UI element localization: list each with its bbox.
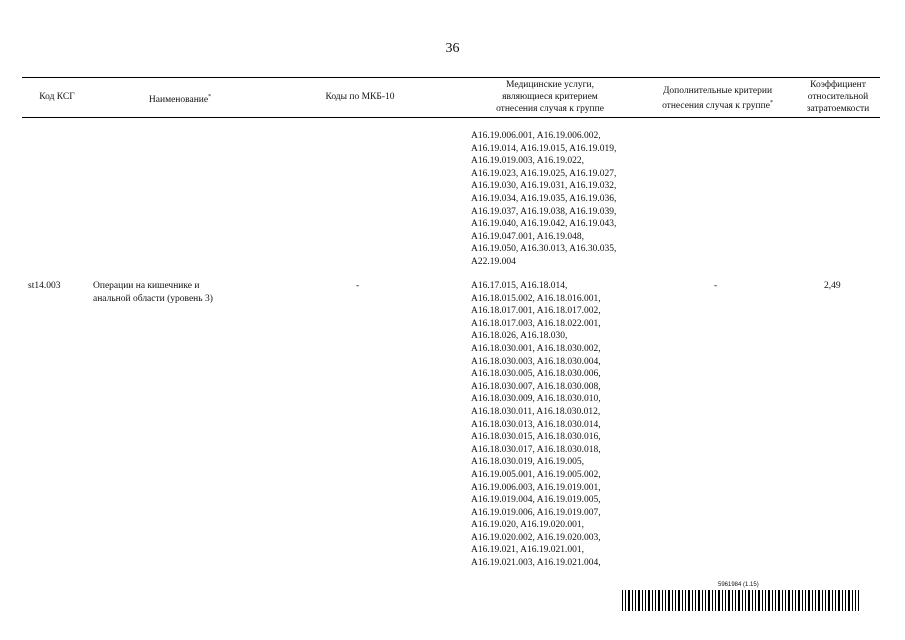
service-codes-line: A16.18.030.007, A16.18.030.008, [471, 381, 601, 392]
barcode-bar [725, 590, 726, 611]
barcode-bar [728, 590, 730, 611]
barcode-caption: 5961984 (1.15) [718, 582, 759, 588]
service-codes-line: A16.19.020, A16.19.020.001, [471, 520, 584, 531]
service-codes-line: A16.18.026, A16.18.030, [471, 331, 568, 342]
service-codes-line: A16.18.030.015, A16.18.030.016, [471, 432, 601, 443]
barcode-bar [635, 590, 636, 611]
barcode-bar [845, 590, 846, 611]
barcode-bar [712, 590, 713, 611]
service-codes-line: A16.18.017.003, A16.18.022.001, [471, 318, 601, 329]
service-codes-line: A16.19.050, A16.30.013, A16.30.035, [471, 244, 617, 255]
service-codes-line: A16.19.021.003, A16.19.021.004, [471, 558, 601, 569]
barcode-bar [795, 590, 796, 611]
barcode-bar [698, 590, 700, 611]
header-coef-line: относительной [807, 92, 869, 102]
header-name [100, 91, 260, 106]
barcode-bar [835, 590, 836, 611]
service-codes-line: A16.18.030.005, A16.18.030.006, [471, 369, 601, 380]
service-codes-line: A16.18.030.013, A16.18.030.014, [471, 419, 601, 430]
service-codes-line: A16.19.006.003, A16.19.019.001, [471, 482, 601, 493]
barcode-bar [672, 590, 673, 611]
barcode-bar [745, 590, 746, 611]
barcode-bar [825, 590, 826, 611]
service-codes-line: A16.19.006.001, A16.19.006.002, [471, 131, 601, 141]
service-codes-line: A16.18.015.002, A16.18.016.001, [471, 293, 601, 304]
barcode-bar [818, 590, 820, 611]
table-header-top-border [22, 77, 880, 78]
barcode-bar [652, 590, 653, 611]
header-extra-line: отнесения случая к группе [662, 101, 770, 112]
header-services-line: отнесения случая к группе [496, 104, 604, 114]
header-name-label: Наименование [148, 95, 209, 106]
barcode-bar [642, 590, 643, 611]
barcode-bar [735, 590, 736, 611]
barcode-bar [688, 590, 690, 611]
header-extra-mark: * [769, 100, 773, 106]
service-codes-line: A16.19.020.002, A16.19.020.003, [471, 532, 601, 543]
service-codes-line: A16.19.014, A16.19.015, A16.19.019, [471, 143, 617, 154]
barcode-bar [798, 590, 800, 611]
barcode-bar [858, 590, 859, 611]
barcode-bar [742, 590, 743, 611]
header-code [22, 91, 92, 103]
header-mkb-label: Коды по МКБ-10 [325, 92, 395, 102]
barcode-bar [732, 590, 733, 611]
service-codes-line: A16.19.034, A16.19.035, A16.19.036, [471, 193, 617, 204]
barcode-bar [668, 590, 670, 611]
barcode-bar [655, 590, 656, 611]
barcode-bar [722, 590, 723, 611]
header-services-line: Медицинские услуги, [506, 80, 594, 90]
service-codes-line: A16.19.019.003, A16.19.022, [471, 156, 584, 167]
row-name [93, 280, 213, 305]
header-coef-line: Коэффициент [810, 80, 866, 90]
service-codes-line: A16.19.047.001, A16.19.048, [471, 231, 584, 242]
service-codes-line: A16.18.030.003, A16.18.030.004, [471, 356, 601, 367]
header-code-label: Код КСГ [39, 92, 75, 102]
header-mkb [270, 91, 450, 103]
service-codes-line: A16.18.030.009, A16.18.030.010, [471, 394, 601, 405]
barcode-bar [738, 590, 740, 611]
header-services [460, 79, 640, 115]
service-codes-line: A16.18.030.017, A16.18.030.018, [471, 444, 601, 455]
barcode-bar [705, 590, 706, 611]
service-codes-line: A16.19.005.001, A16.19.005.002, [471, 469, 601, 480]
service-codes-line: A16.18.030.019, A16.19.005, [471, 457, 584, 468]
header-extra [645, 85, 790, 112]
barcode-bar [848, 590, 850, 611]
service-codes-line: A16.19.019.004, A16.19.019.005, [471, 495, 601, 506]
barcode-bar [708, 590, 710, 611]
service-codes-line: A16.17.015, A16.18.014, [471, 281, 568, 291]
barcode-bar [762, 590, 763, 611]
barcode-bar [768, 590, 770, 611]
header-services-line: являющиеся критерием [502, 92, 598, 102]
barcode-bar [638, 590, 640, 611]
barcode-bar [758, 590, 760, 611]
service-codes-line: A22.19.004 [471, 256, 516, 267]
barcode-bar [658, 590, 660, 611]
barcode-bar [665, 590, 666, 611]
row-name-line: анальной области (уровень 3) [93, 293, 213, 304]
barcode-bar [702, 590, 703, 611]
barcode-bar [782, 590, 783, 611]
row-coef: 2,49 [824, 281, 841, 291]
row-mkb: - [356, 281, 360, 291]
service-codes-line: A16.19.021, A16.19.021.001, [471, 545, 584, 556]
barcode-bar [828, 590, 830, 611]
row-services-list [471, 280, 601, 570]
barcode-bar [625, 590, 626, 611]
barcode-bar [755, 590, 756, 611]
barcode-bar [748, 590, 750, 611]
barcode-bar [772, 590, 773, 611]
barcode-bar [692, 590, 693, 611]
service-codes-line: A16.19.023, A16.19.025, A16.19.027, [471, 168, 617, 179]
barcode-bar [855, 590, 856, 611]
barcode-bar [852, 590, 853, 611]
service-codes-line: A16.19.037, A16.19.038, A16.19.039, [471, 206, 617, 217]
row-name-line: Операции на кишечнике и [93, 281, 200, 291]
barcode-bar [812, 590, 813, 611]
service-codes-line: A16.18.030.011, A16.18.030.012, [471, 406, 601, 417]
barcode-bar [792, 590, 793, 611]
barcode-bar [778, 590, 780, 611]
barcode-bar [685, 590, 686, 611]
header-coef [792, 79, 884, 115]
barcode-bar [815, 590, 816, 611]
header-coef-line: затратоемкости [806, 104, 870, 114]
barcode-bar [715, 590, 716, 611]
barcode-bar [765, 590, 766, 611]
barcode-bar [682, 590, 683, 611]
barcode-bar [808, 590, 810, 611]
page-number: 36 [445, 41, 460, 56]
barcode-bar [802, 590, 803, 611]
service-codes-line: A16.19.030, A16.19.031, A16.19.032, [471, 181, 617, 192]
continuation-services-list [471, 130, 616, 269]
barcode-bar [822, 590, 823, 611]
barcode-bar [838, 590, 840, 611]
barcode-bar [662, 590, 663, 611]
row-extra: - [714, 281, 718, 291]
service-codes-line: A16.19.019.006, A16.19.019.007, [471, 507, 601, 518]
barcode-bar [832, 590, 833, 611]
barcode-bar [645, 590, 646, 611]
barcode-bar [678, 590, 680, 611]
barcode-bar [842, 590, 843, 611]
barcode [622, 590, 859, 611]
barcode-bar [718, 590, 720, 611]
header-extra-line: Дополнительные критерии [662, 86, 773, 96]
header-name-mark: * [208, 94, 212, 100]
barcode-bar [788, 590, 790, 611]
barcode-bar [805, 590, 806, 611]
barcode-bar [785, 590, 786, 611]
barcode-bar [648, 590, 650, 611]
service-codes-line: A16.18.030.001, A16.18.030.002, [471, 343, 601, 354]
barcode-bar [695, 590, 696, 611]
barcode-bar [752, 590, 753, 611]
barcode-bar [632, 590, 633, 611]
row-code: st14.003 [28, 281, 61, 291]
barcode-bar [675, 590, 676, 611]
barcode-bar [622, 590, 623, 611]
barcode-bar [628, 590, 630, 611]
barcode-bar [775, 590, 776, 611]
service-codes-line: A16.18.017.001, A16.18.017.002, [471, 306, 601, 317]
table-header-bottom-border [22, 117, 880, 118]
service-codes-line: A16.19.040, A16.19.042, A16.19.043, [471, 219, 617, 230]
